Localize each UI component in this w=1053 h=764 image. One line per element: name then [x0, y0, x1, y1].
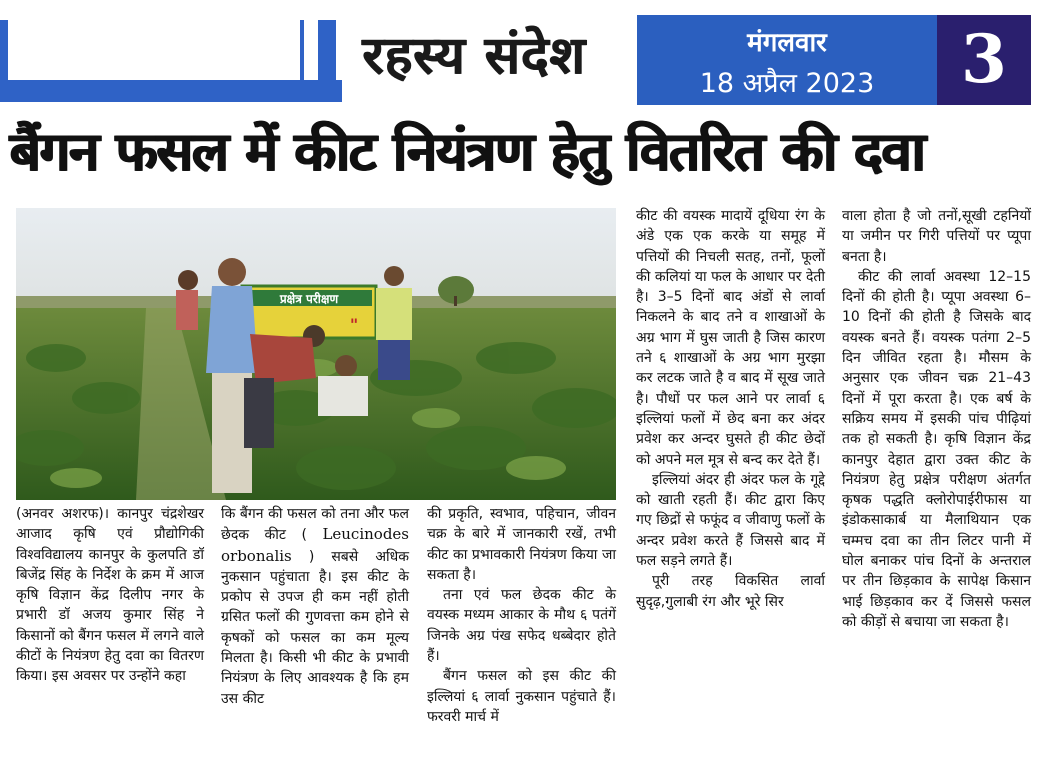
headline: बैंगन फसल में कीट नियंत्रण हेतु वितरित की दवा: [10, 120, 925, 183]
masthead-decor-right: [300, 20, 336, 80]
masthead-decor-left: [0, 20, 8, 80]
field-photo-illustration: [16, 208, 616, 500]
article-column-1: [16, 504, 204, 687]
banner-text-1: प्रक्षेत्र परीक्षण: [279, 292, 339, 306]
issue-day: मंगलवार: [747, 28, 827, 58]
scientific-name: Leucinodes orbonalis: [221, 525, 410, 565]
article-paragraph: [221, 504, 409, 709]
article-column-2: [221, 504, 409, 709]
article-paragraph: (अनवर अशरफ)। कानपुर चंद्रशेखर आजाद कृषि एवं प्रौद्योगिकी विश्वविद्यालय कानपुर के कुलपति डॉ बिजेंद्र सिंह के निर्देश के क्रम में आज कृषि विज्ञान केंद्र दिलीप नगर के प्रभारी डॉ अजय कुमार सिंह ने किसानों को बैंगन फसल में लगने वाले कीटों के नियंत्रण हेतु दवा का वितरण किया। इस अवसर पर उन्होंने कहा: [16, 506, 204, 685]
issue-date: 18 अप्रैल 2023: [699, 68, 875, 99]
article-column-3: [427, 504, 616, 727]
article-paragraph: की प्रकृति, स्वभाव, पहिचान, जीवन चक्र के बारे में जानकारी रखें, तभी कीट का प्रभावकारी नियंत्रण किया जा सकता है।: [427, 506, 616, 583]
article-paragraph: पूरी तरह विकसित लार्वा सुदृढ़,गुलाबी रंग और भूरे सिर: [636, 573, 825, 610]
article-text: कि बैंगन की फसल को तना और फल छेदक कीट (: [221, 506, 409, 544]
article-paragraph: कीट की वयस्क मादायें दूधिया रंग के अंडे एक एक करके या समूह में पत्तियों की निचली सतह, तनों, फूलों की कलियां या फल के आधार पर देती है। 3–5 दिनों बाद अंडों से लार्वा निकलने के बाद तने व शाखाओं के अग्र भाग में घुस जाती है जिस कारण तने ६ शाखाओं के अग्र भाग मुरझा कर लटक जाते है व बाद में सूख जाते है। पौधों पर फल आने पर लार्वा ६ इल्लियां फलों में छेद बना कर अंदर प्रवेश कर अन्दर घुसते ही कीट छेदों को अपने मल मूत्र से बन्द कर देते हैं।: [636, 208, 825, 468]
article-paragraph: तना एवं फल छेदक कीट के वयस्क मध्यम आकार के मौथ ६ पतंगें जिनके अग्र पंख सफेद धब्बेदार होते हैं।: [427, 587, 616, 665]
page-number: 3: [937, 15, 1031, 105]
article-column-4: [636, 206, 825, 612]
masthead-blue-bar: [0, 80, 342, 102]
article-paragraph: बैंगन फसल को इस कीट की इल्लियां ६ लार्वा नुकसान पहुंचाते हैं। फरवरी मार्च में: [427, 668, 616, 725]
newspaper-name: रहस्य संदेश: [362, 26, 586, 86]
article-column-5: [842, 206, 1031, 632]
article-paragraph: वाला होता है जो तनों,सूखी टहनियों या जमीन पर गिरी पत्तियों पर प्यूपा बनता है।: [842, 208, 1031, 265]
article-paragraph: इल्लियां अंदर ही अंदर फल के गूद्दे को खाती रहती हैं। कीट द्वारा किए गए छिद्रों से फफूंद व जीवाणु फलों के अन्दर प्रवेश करते हैं जिससे बाद में फल सड़ने लगते हैं।: [636, 471, 825, 570]
article-text: ) सबसे अधिक नुकसान पहुंचाता है। इस कीट के प्रकोप से उपज ही कम नहीं होती ग्रसित फलों की गुणवत्ता कम होने से कृषकों को फसल का कम मूल्य मिलता है। किसी भी कीट के प्रभावी नियंत्रण के लिए आवश्यक है कि हम उस कीट: [221, 548, 410, 707]
banner-text-2: ": [349, 315, 359, 334]
article-paragraph: कीट की लार्वा अवस्था 12–15 दिनों की होती है। प्यूपा अवस्था 6–10 दिनों की होती है जिसके बाद वयस्क बनते हैं। वयस्क पतंगा 2–5 दिन जीवित रहता है। मौसम के अनुसार एक जीवन चक्र 21–43 दिनों में पूरा करता है। एक बर्ष के सक्रिय समय में इसकी पांच पीढ़ियां तक हो सकती है। कृषि विज्ञान केंद्र कानपुर देहात द्वारा उक्त कीट के नियंत्रण हेतु प्रक्षेत्र परीक्षण अंतर्गत कृषक पद्धति क्लोरोपाईरीफास या इंडोकसाकार्ब या मैलाथियान एक चम्मच दवा का तीन लिटर पानी में घोल बनाकर पांच दिनों के अन्तराल पर तीन छिड़काव के सापेक्ष किसान भाई छिड़काव कर दें जिससे फसल को कीड़ों से बचाया जा सकता है।: [842, 268, 1031, 630]
date-box: [637, 15, 937, 105]
field-photo: [16, 208, 616, 500]
